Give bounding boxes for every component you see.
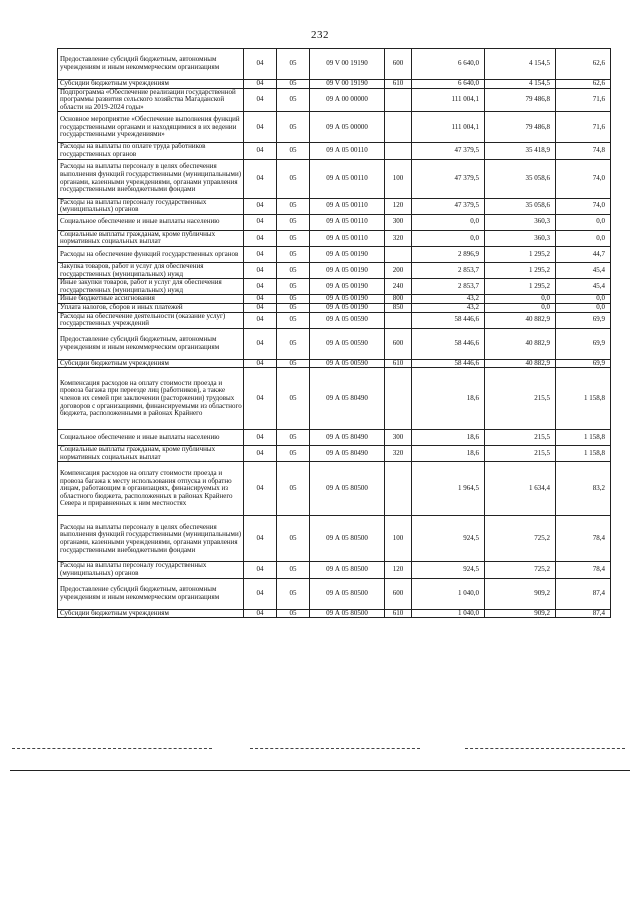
approved-amount-cell: 58 446,6 bbox=[412, 312, 485, 328]
subsection-cell: 05 bbox=[277, 446, 310, 462]
executed-amount-cell: 40 882,9 bbox=[485, 359, 556, 368]
expense-type-cell: 120 bbox=[385, 198, 412, 214]
row-name-cell: Расходы на выплаты персоналу в целях обеспечения выполнения функций государственными (муниципальными) органами, казенными учреждениями, органами управления государственными внебюджетными фондами bbox=[58, 516, 244, 562]
subsection-cell: 05 bbox=[277, 49, 310, 80]
target-article-cell: 09 А 05 00110 bbox=[310, 159, 385, 198]
target-article-cell: 09 А 05 00590 bbox=[310, 312, 385, 328]
row-name-cell: Субсидии бюджетным учреждениям bbox=[58, 80, 244, 89]
target-article-cell: 09 А 05 00000 bbox=[310, 112, 385, 143]
table-row bbox=[58, 80, 611, 89]
subsection-cell: 05 bbox=[277, 368, 310, 430]
section-cell: 04 bbox=[244, 609, 277, 618]
row-name-cell: Компенсация расходов на оплату стоимости проезда и провоза багажа при переезде лиц (работников), а также членов их семей при заключении (расторжении) трудовых договоров с организациями, финансируемыми из областного бюджета, расположенными в районах Крайнего bbox=[58, 368, 244, 430]
percent-cell: 1 158,8 bbox=[556, 368, 611, 430]
row-name-cell: Социальные выплаты гражданам, кроме публичных нормативных социальных выплат bbox=[58, 446, 244, 462]
percent-cell: 78,4 bbox=[556, 516, 611, 562]
subsection-cell: 05 bbox=[277, 312, 310, 328]
row-name-cell: Расходы на выплаты персоналу в целях обеспечения выполнения функций государственными (муниципальными) органами, казенными учреждениями, органами управления государственными внебюджетными фондами bbox=[58, 159, 244, 198]
expense-type-cell: 320 bbox=[385, 230, 412, 246]
percent-cell: 78,4 bbox=[556, 562, 611, 578]
percent-cell: 0,0 bbox=[556, 303, 611, 312]
target-article-cell: 09 А 05 80490 bbox=[310, 446, 385, 462]
executed-amount-cell: 35 058,6 bbox=[485, 198, 556, 214]
approved-amount-cell: 0,0 bbox=[412, 214, 485, 230]
approved-amount-cell: 2 853,7 bbox=[412, 262, 485, 278]
budget-table-body bbox=[58, 49, 611, 618]
executed-amount-cell: 0,0 bbox=[485, 303, 556, 312]
executed-amount-cell: 40 882,9 bbox=[485, 312, 556, 328]
table-row bbox=[58, 230, 611, 246]
table-row bbox=[58, 430, 611, 446]
section-cell: 04 bbox=[244, 279, 277, 295]
expense-type-cell: 800 bbox=[385, 295, 412, 304]
table-row bbox=[58, 516, 611, 562]
expense-type-cell bbox=[385, 462, 412, 516]
percent-cell: 83,2 bbox=[556, 462, 611, 516]
percent-cell: 62,6 bbox=[556, 80, 611, 89]
table-row bbox=[58, 359, 611, 368]
executed-amount-cell: 1 295,2 bbox=[485, 246, 556, 262]
executed-amount-cell: 1 295,2 bbox=[485, 262, 556, 278]
expense-type-cell: 200 bbox=[385, 262, 412, 278]
executed-amount-cell: 909,2 bbox=[485, 609, 556, 618]
row-name-cell: Социальное обеспечение и иные выплаты населению bbox=[58, 214, 244, 230]
approved-amount-cell: 6 640,0 bbox=[412, 49, 485, 80]
percent-cell: 0,0 bbox=[556, 295, 611, 304]
percent-cell: 45,4 bbox=[556, 279, 611, 295]
row-name-cell: Расходы на выплаты персоналу государственных (муниципальных) органов bbox=[58, 562, 244, 578]
executed-amount-cell: 725,2 bbox=[485, 562, 556, 578]
target-article-cell: 09 А 05 80500 bbox=[310, 562, 385, 578]
table-row bbox=[58, 303, 611, 312]
table-row bbox=[58, 368, 611, 430]
target-article-cell: 09 А 05 00190 bbox=[310, 262, 385, 278]
subsection-cell: 05 bbox=[277, 80, 310, 89]
expense-type-cell: 610 bbox=[385, 359, 412, 368]
target-article-cell: 09 V 00 19190 bbox=[310, 80, 385, 89]
subsection-cell: 05 bbox=[277, 578, 310, 609]
table-row bbox=[58, 143, 611, 159]
section-cell: 04 bbox=[244, 143, 277, 159]
target-article-cell: 09 А 05 00590 bbox=[310, 359, 385, 368]
expense-type-cell bbox=[385, 112, 412, 143]
approved-amount-cell: 1 040,0 bbox=[412, 578, 485, 609]
row-name-cell: Субсидии бюджетным учреждениям bbox=[58, 359, 244, 368]
target-article-cell: 09 V 00 19190 bbox=[310, 49, 385, 80]
section-cell: 04 bbox=[244, 246, 277, 262]
approved-amount-cell: 58 446,6 bbox=[412, 359, 485, 368]
section-cell: 04 bbox=[244, 214, 277, 230]
footer-dashed-line bbox=[12, 748, 212, 749]
target-article-cell: 09 А 05 80490 bbox=[310, 430, 385, 446]
table-row bbox=[58, 159, 611, 198]
approved-amount-cell: 18,6 bbox=[412, 430, 485, 446]
row-name-cell: Компенсация расходов на оплату стоимости проезда и провоза багажа к месту использования отпуска и обратно лицам, работающим в организациях, финансируемых из областного бюджета, расположенных в районах Крайнего Севера и приравненных к ним местностях bbox=[58, 462, 244, 516]
percent-cell: 74,8 bbox=[556, 143, 611, 159]
percent-cell: 69,9 bbox=[556, 359, 611, 368]
subsection-cell: 05 bbox=[277, 230, 310, 246]
expense-type-cell bbox=[385, 143, 412, 159]
section-cell: 04 bbox=[244, 159, 277, 198]
section-cell: 04 bbox=[244, 262, 277, 278]
table-row bbox=[58, 112, 611, 143]
expense-type-cell: 100 bbox=[385, 159, 412, 198]
subsection-cell: 05 bbox=[277, 462, 310, 516]
approved-amount-cell: 47 379,5 bbox=[412, 198, 485, 214]
row-name-cell: Иные закупки товаров, работ и услуг для обеспечения государственных (муниципальных) нужд bbox=[58, 279, 244, 295]
footer-dashed-line bbox=[465, 748, 625, 749]
approved-amount-cell: 1 040,0 bbox=[412, 609, 485, 618]
expense-type-cell: 600 bbox=[385, 328, 412, 359]
approved-amount-cell: 2 896,9 bbox=[412, 246, 485, 262]
percent-cell: 69,9 bbox=[556, 312, 611, 328]
row-name-cell: Основное мероприятие «Обеспечение выполнения функций государственными органами и находящимися в их ведении государственными учреждениями» bbox=[58, 112, 244, 143]
expense-type-cell bbox=[385, 312, 412, 328]
budget-table bbox=[57, 48, 611, 618]
target-article-cell: 09 А 05 00190 bbox=[310, 279, 385, 295]
subsection-cell: 05 bbox=[277, 159, 310, 198]
target-article-cell: 09 А 05 00110 bbox=[310, 143, 385, 159]
target-article-cell: 09 А 05 00190 bbox=[310, 295, 385, 304]
subsection-cell: 05 bbox=[277, 295, 310, 304]
table-row bbox=[58, 279, 611, 295]
executed-amount-cell: 909,2 bbox=[485, 578, 556, 609]
expense-type-cell: 320 bbox=[385, 446, 412, 462]
target-article-cell: 09 А 05 00190 bbox=[310, 246, 385, 262]
executed-amount-cell: 35 058,6 bbox=[485, 159, 556, 198]
approved-amount-cell: 0,0 bbox=[412, 230, 485, 246]
executed-amount-cell: 40 882,9 bbox=[485, 328, 556, 359]
section-cell: 04 bbox=[244, 368, 277, 430]
table-row bbox=[58, 262, 611, 278]
percent-cell: 69,9 bbox=[556, 328, 611, 359]
approved-amount-cell: 18,6 bbox=[412, 446, 485, 462]
target-article-cell: 09 А 05 80500 bbox=[310, 609, 385, 618]
section-cell: 04 bbox=[244, 230, 277, 246]
section-cell: 04 bbox=[244, 562, 277, 578]
expense-type-cell: 100 bbox=[385, 516, 412, 562]
target-article-cell: 09 А 05 00110 bbox=[310, 198, 385, 214]
section-cell: 04 bbox=[244, 462, 277, 516]
executed-amount-cell: 79 486,8 bbox=[485, 88, 556, 112]
footer-dashed-line bbox=[250, 748, 420, 749]
percent-cell: 0,0 bbox=[556, 214, 611, 230]
expense-type-cell: 850 bbox=[385, 303, 412, 312]
row-name-cell: Предоставление субсидий бюджетным, автономным учреждениям и иным некоммерческим организациям bbox=[58, 328, 244, 359]
expense-type-cell: 610 bbox=[385, 80, 412, 89]
table-row bbox=[58, 214, 611, 230]
table-row bbox=[58, 88, 611, 112]
percent-cell: 0,0 bbox=[556, 230, 611, 246]
percent-cell: 87,4 bbox=[556, 609, 611, 618]
percent-cell: 71,6 bbox=[556, 88, 611, 112]
section-cell: 04 bbox=[244, 303, 277, 312]
approved-amount-cell: 18,6 bbox=[412, 368, 485, 430]
row-name-cell: Субсидии бюджетным учреждениям bbox=[58, 609, 244, 618]
percent-cell: 45,4 bbox=[556, 262, 611, 278]
expense-type-cell bbox=[385, 368, 412, 430]
expense-type-cell: 600 bbox=[385, 578, 412, 609]
percent-cell: 74,0 bbox=[556, 159, 611, 198]
expense-type-cell bbox=[385, 246, 412, 262]
target-article-cell: 09 А 05 80500 bbox=[310, 462, 385, 516]
executed-amount-cell: 0,0 bbox=[485, 295, 556, 304]
percent-cell: 87,4 bbox=[556, 578, 611, 609]
target-article-cell: 09 А 05 00590 bbox=[310, 328, 385, 359]
approved-amount-cell: 111 004,1 bbox=[412, 112, 485, 143]
approved-amount-cell: 924,5 bbox=[412, 562, 485, 578]
expense-type-cell: 300 bbox=[385, 214, 412, 230]
expense-type-cell: 600 bbox=[385, 49, 412, 80]
expense-type-cell: 300 bbox=[385, 430, 412, 446]
subsection-cell: 05 bbox=[277, 246, 310, 262]
executed-amount-cell: 79 486,8 bbox=[485, 112, 556, 143]
subsection-cell: 05 bbox=[277, 262, 310, 278]
row-name-cell: Иные бюджетные ассигнования bbox=[58, 295, 244, 304]
subsection-cell: 05 bbox=[277, 88, 310, 112]
executed-amount-cell: 1 295,2 bbox=[485, 279, 556, 295]
subsection-cell: 05 bbox=[277, 609, 310, 618]
section-cell: 04 bbox=[244, 446, 277, 462]
section-cell: 04 bbox=[244, 198, 277, 214]
row-name-cell: Социальные выплаты гражданам, кроме публичных нормативных социальных выплат bbox=[58, 230, 244, 246]
section-cell: 04 bbox=[244, 516, 277, 562]
approved-amount-cell: 924,5 bbox=[412, 516, 485, 562]
executed-amount-cell: 360,3 bbox=[485, 214, 556, 230]
table-row bbox=[58, 295, 611, 304]
target-article-cell: 09 А 05 00110 bbox=[310, 214, 385, 230]
table-row bbox=[58, 446, 611, 462]
subsection-cell: 05 bbox=[277, 562, 310, 578]
subsection-cell: 05 bbox=[277, 359, 310, 368]
table-row bbox=[58, 49, 611, 80]
executed-amount-cell: 4 154,5 bbox=[485, 80, 556, 89]
budget-table-container bbox=[57, 48, 610, 618]
subsection-cell: 05 bbox=[277, 516, 310, 562]
subsection-cell: 05 bbox=[277, 143, 310, 159]
table-row bbox=[58, 312, 611, 328]
table-row bbox=[58, 462, 611, 516]
target-article-cell: 09 А 05 80500 bbox=[310, 516, 385, 562]
subsection-cell: 05 bbox=[277, 430, 310, 446]
section-cell: 04 bbox=[244, 49, 277, 80]
approved-amount-cell: 111 004,1 bbox=[412, 88, 485, 112]
table-row bbox=[58, 578, 611, 609]
percent-cell: 62,6 bbox=[556, 49, 611, 80]
expense-type-cell: 610 bbox=[385, 609, 412, 618]
section-cell: 04 bbox=[244, 359, 277, 368]
row-name-cell: Расходы на обеспечение деятельности (оказание услуг) государственных учреждений bbox=[58, 312, 244, 328]
approved-amount-cell: 6 640,0 bbox=[412, 80, 485, 89]
executed-amount-cell: 215,5 bbox=[485, 446, 556, 462]
target-article-cell: 09 А 05 80490 bbox=[310, 368, 385, 430]
row-name-cell: Закупка товаров, работ и услуг для обеспечения государственных (муниципальных) нужд bbox=[58, 262, 244, 278]
table-row bbox=[58, 562, 611, 578]
executed-amount-cell: 1 634,4 bbox=[485, 462, 556, 516]
subsection-cell: 05 bbox=[277, 328, 310, 359]
percent-cell: 74,0 bbox=[556, 198, 611, 214]
subsection-cell: 05 bbox=[277, 112, 310, 143]
section-cell: 04 bbox=[244, 430, 277, 446]
row-name-cell: Предоставление субсидий бюджетным, автономным учреждениям и иным некоммерческим организациям bbox=[58, 578, 244, 609]
executed-amount-cell: 215,5 bbox=[485, 368, 556, 430]
section-cell: 04 bbox=[244, 112, 277, 143]
section-cell: 04 bbox=[244, 80, 277, 89]
expense-type-cell: 120 bbox=[385, 562, 412, 578]
percent-cell: 44,7 bbox=[556, 246, 611, 262]
approved-amount-cell: 58 446,6 bbox=[412, 328, 485, 359]
row-name-cell: Предоставление субсидий бюджетным, автономным учреждениям и иным некоммерческим организациям bbox=[58, 49, 244, 80]
target-article-cell: 09 А 05 80500 bbox=[310, 578, 385, 609]
section-cell: 04 bbox=[244, 295, 277, 304]
footer-rule bbox=[10, 770, 630, 771]
approved-amount-cell: 47 379,5 bbox=[412, 159, 485, 198]
approved-amount-cell: 47 379,5 bbox=[412, 143, 485, 159]
target-article-cell: 09 А 05 00110 bbox=[310, 230, 385, 246]
target-article-cell: 09 А 00 00000 bbox=[310, 88, 385, 112]
section-cell: 04 bbox=[244, 328, 277, 359]
table-row bbox=[58, 609, 611, 618]
row-name-cell: Подпрограмма «Обеспечение реализации государственной программы развития сельского хозяйства Магаданской области на 2019-2024 годы» bbox=[58, 88, 244, 112]
expense-type-cell bbox=[385, 88, 412, 112]
table-row bbox=[58, 198, 611, 214]
section-cell: 04 bbox=[244, 88, 277, 112]
expense-type-cell: 240 bbox=[385, 279, 412, 295]
row-name-cell: Расходы на выплаты по оплате труда работников государственных органов bbox=[58, 143, 244, 159]
approved-amount-cell: 1 964,5 bbox=[412, 462, 485, 516]
executed-amount-cell: 360,3 bbox=[485, 230, 556, 246]
section-cell: 04 bbox=[244, 578, 277, 609]
row-name-cell: Уплата налогов, сборов и иных платежей bbox=[58, 303, 244, 312]
approved-amount-cell: 2 853,7 bbox=[412, 279, 485, 295]
table-row bbox=[58, 246, 611, 262]
percent-cell: 1 158,8 bbox=[556, 446, 611, 462]
approved-amount-cell: 43,2 bbox=[412, 295, 485, 304]
approved-amount-cell: 43,2 bbox=[412, 303, 485, 312]
subsection-cell: 05 bbox=[277, 303, 310, 312]
subsection-cell: 05 bbox=[277, 214, 310, 230]
executed-amount-cell: 35 418,9 bbox=[485, 143, 556, 159]
subsection-cell: 05 bbox=[277, 198, 310, 214]
subsection-cell: 05 bbox=[277, 279, 310, 295]
table-row bbox=[58, 328, 611, 359]
percent-cell: 71,6 bbox=[556, 112, 611, 143]
percent-cell: 1 158,8 bbox=[556, 430, 611, 446]
executed-amount-cell: 725,2 bbox=[485, 516, 556, 562]
section-cell: 04 bbox=[244, 312, 277, 328]
executed-amount-cell: 215,5 bbox=[485, 430, 556, 446]
target-article-cell: 09 А 05 00190 bbox=[310, 303, 385, 312]
row-name-cell: Социальное обеспечение и иные выплаты населению bbox=[58, 430, 244, 446]
row-name-cell: Расходы на выплаты персоналу государственных (муниципальных) органов bbox=[58, 198, 244, 214]
row-name-cell: Расходы на обеспечение функций государственных органов bbox=[58, 246, 244, 262]
executed-amount-cell: 4 154,5 bbox=[485, 49, 556, 80]
page-number: 232 bbox=[311, 29, 329, 41]
